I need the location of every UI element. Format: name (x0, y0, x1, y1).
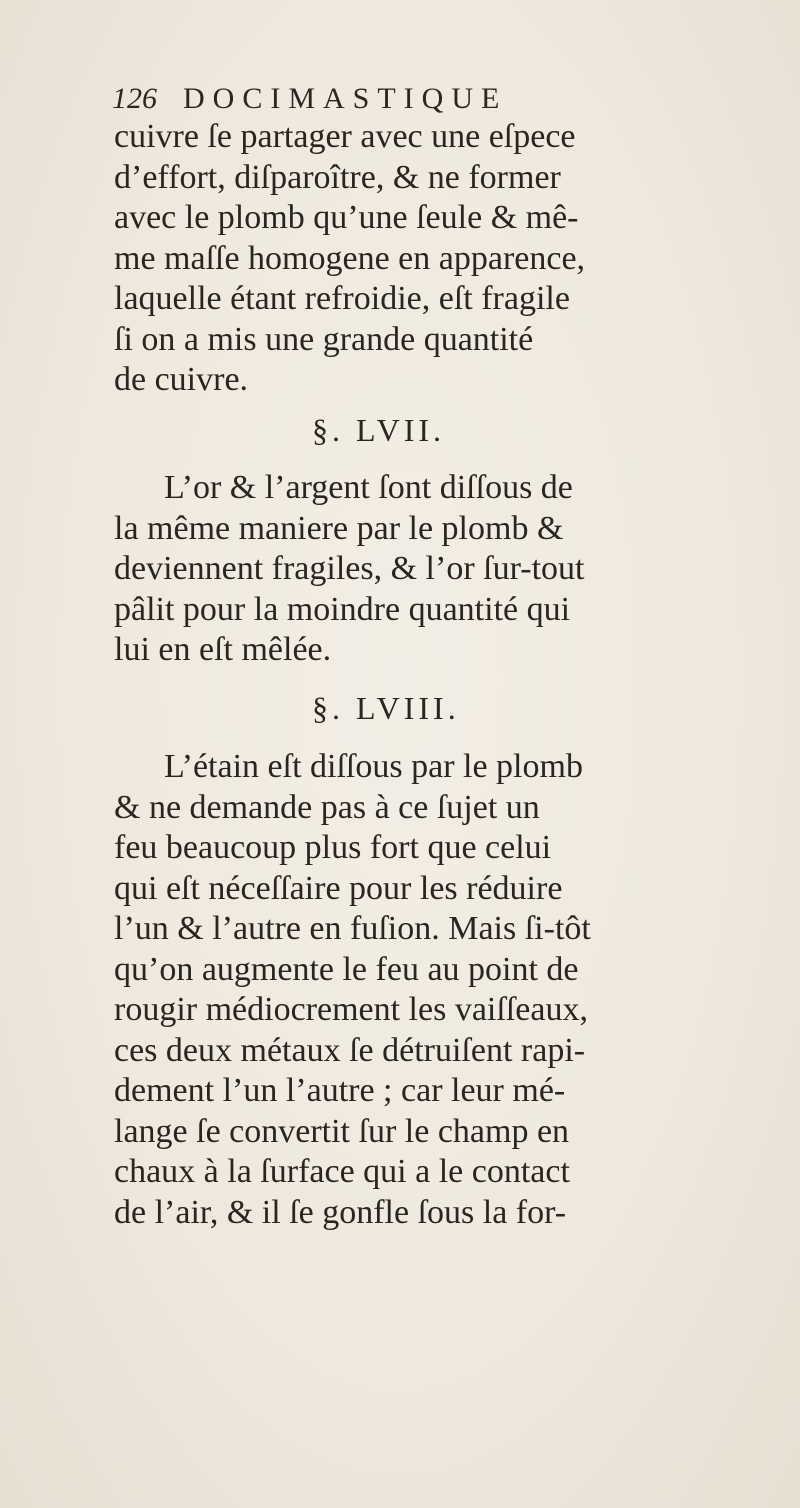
text-line: cuivre ſe partager avec une eſpece (114, 118, 576, 155)
text-line: lange ſe convertit ſur le champ en (114, 1112, 570, 1150)
text-line: avec le plomb qu’une ſeule & mê- (114, 199, 579, 236)
text-line: & ne demande pas à ce ſujet un (114, 788, 540, 826)
text-line: qui eſt néceſſaire pour les réduire (114, 869, 563, 907)
text-line: pâlit pour la moindre quantité qui (114, 590, 571, 628)
page-header (112, 82, 507, 116)
text-line: qu’on augmente le feu au point de (114, 950, 579, 988)
text-line: deviennent fragiles, & l’or ſur-tout (114, 550, 585, 587)
text-block-continuation (114, 117, 714, 401)
text-block-lviii (114, 747, 714, 1233)
text-line: L’étain eſt diſſous par le plomb (164, 748, 583, 785)
text-line: laquelle étant refroidie, eſt fragile (114, 280, 570, 317)
text-line: feu beaucoup plus fort que celui (114, 829, 552, 866)
page-number: 126 (112, 82, 157, 115)
text-line: chaux à la ſurface qui a le contact (114, 1153, 570, 1190)
text-line: la même maniere par le plomb & (114, 509, 564, 547)
text-line: rougir médiocrement les vaiſſeaux, (114, 991, 588, 1028)
text-line: ces deux métaux ſe détruiſent rapi- (114, 1031, 586, 1069)
text-line: ſi on a mis une grande quantité (114, 320, 534, 358)
text-line: me maſſe homogene en apparence, (114, 239, 586, 277)
text-line: de l’air, & il ſe gonfle ſous la for- (114, 1193, 567, 1231)
text-line: de cuivre. (114, 361, 249, 398)
section-heading-lvii: §. LVII. (312, 412, 446, 448)
text-line: l’un & l’autre en fuſion. Mais ſi-tôt (114, 910, 591, 947)
running-title: DOCIMASTIQUE (183, 82, 508, 115)
text-line: lui en eſt mêlée. (114, 631, 332, 668)
text-line: L’or & l’argent ſont diſſous de (164, 469, 573, 506)
text-block-lvii (114, 468, 714, 671)
section-heading-lviii: §. LVIII. (312, 690, 460, 726)
text-line: d’effort, diſparoître, & ne former (114, 158, 561, 196)
text-line: dement l’un l’autre ; car leur mé- (114, 1072, 566, 1109)
